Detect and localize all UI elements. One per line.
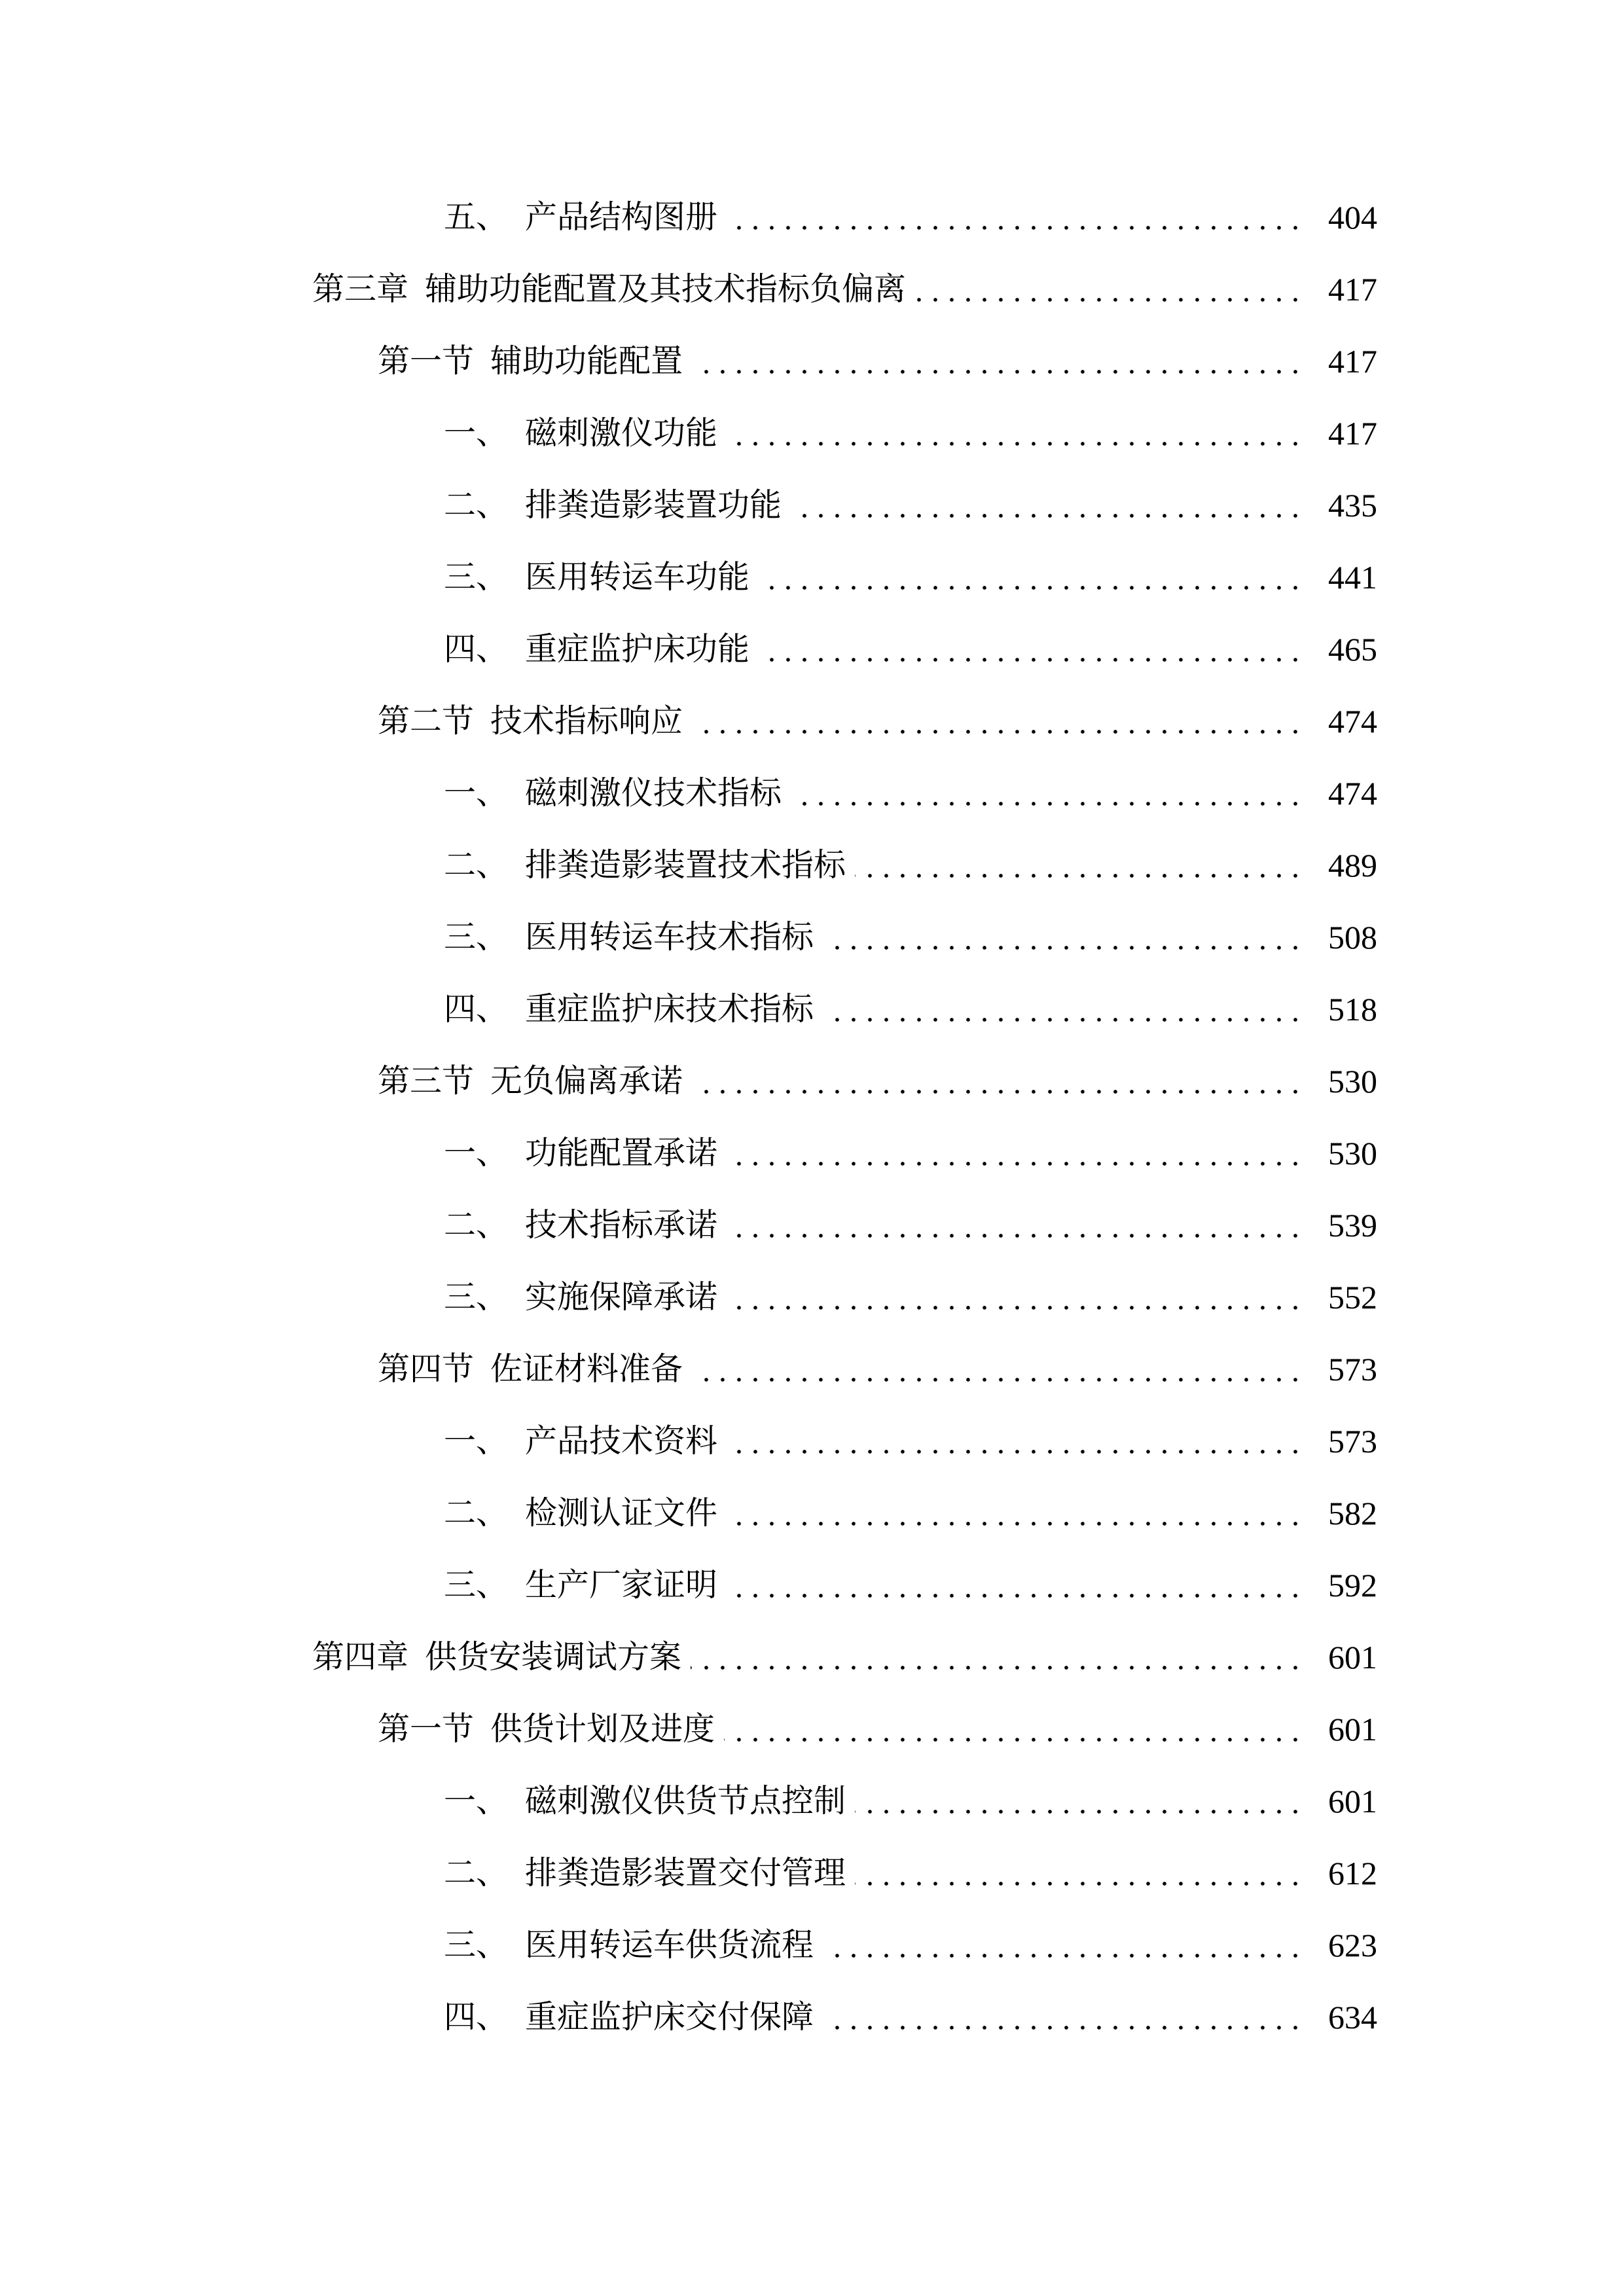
toc-entry-number: 三、	[444, 558, 509, 596]
toc-entry-title: 供货计划及进度	[490, 1710, 715, 1748]
toc-entry[interactable]	[0, 1134, 1624, 1206]
toc-entry[interactable]	[0, 414, 1624, 486]
toc-entry-page: 489	[1328, 847, 1377, 884]
toc-entry-title: 重症监护床交付保障	[525, 1998, 814, 2036]
toc-entry-title: 无负偏离承诺	[490, 1062, 683, 1100]
toc-entry-page: 601	[1328, 1711, 1377, 1748]
dot-leader	[727, 198, 1310, 237]
toc-entry-page: 441	[1328, 559, 1377, 596]
toc-entry-page: 582	[1328, 1495, 1377, 1532]
toc-entry-number: 一、	[444, 774, 509, 812]
toc-entry-number: 五、	[444, 198, 509, 236]
table-of-contents	[0, 198, 1624, 2070]
toc-entry-title: 重症监护床技术指标	[525, 990, 814, 1028]
toc-entry[interactable]	[0, 1710, 1624, 1782]
toc-entry-page: 417	[1328, 415, 1377, 452]
dot-leader	[915, 270, 1310, 309]
dot-leader	[823, 918, 1310, 957]
toc-entry-page: 552	[1328, 1279, 1377, 1316]
toc-entry-number: 一、	[444, 1134, 509, 1172]
toc-entry-title: 医用转运车功能	[525, 558, 750, 596]
toc-entry[interactable]	[0, 990, 1624, 1062]
toc-entry[interactable]	[0, 342, 1624, 414]
toc-entry[interactable]	[0, 558, 1624, 630]
toc-entry-number: 四、	[444, 990, 509, 1028]
toc-entry-title: 技术指标响应	[490, 702, 683, 740]
toc-entry-title: 排粪造影装置功能	[525, 486, 782, 524]
toc-entry-title: 功能配置承诺	[525, 1134, 718, 1172]
toc-entry-number: 三、	[444, 918, 509, 956]
dot-leader	[727, 1206, 1310, 1245]
toc-entry[interactable]	[0, 774, 1624, 846]
toc-entry-number: 二、	[444, 1206, 509, 1244]
toc-entry[interactable]	[0, 1206, 1624, 1278]
dot-leader	[691, 1638, 1310, 1677]
toc-entry-number: 第一节	[378, 1710, 475, 1748]
toc-entry-page: 435	[1328, 487, 1377, 524]
toc-entry[interactable]	[0, 1926, 1624, 1998]
dot-leader	[759, 630, 1310, 669]
toc-entry-title: 医用转运车供货流程	[525, 1926, 814, 1964]
dot-leader	[727, 414, 1310, 453]
toc-entry-page: 474	[1328, 703, 1377, 740]
toc-entry-number: 一、	[444, 1422, 509, 1460]
toc-entry[interactable]	[0, 198, 1624, 270]
dot-leader	[855, 1782, 1310, 1821]
toc-entry-title: 辅助功能配置及其技术指标负偏离	[425, 270, 907, 308]
toc-entry-title: 磁刺激仪功能	[525, 414, 718, 452]
toc-entry[interactable]	[0, 486, 1624, 558]
toc-entry[interactable]	[0, 1782, 1624, 1854]
toc-entry-title: 产品技术资料	[525, 1422, 718, 1460]
dot-leader	[727, 1422, 1310, 1461]
toc-entry-number: 第二节	[378, 702, 475, 740]
toc-entry[interactable]	[0, 1566, 1624, 1638]
toc-entry-page: 573	[1328, 1423, 1377, 1460]
toc-entry-number: 三、	[444, 1566, 509, 1604]
toc-entry-number: 二、	[444, 486, 509, 524]
toc-entry[interactable]	[0, 1062, 1624, 1134]
dot-leader	[692, 1350, 1310, 1389]
toc-entry[interactable]	[0, 846, 1624, 918]
toc-entry-title: 生产厂家证明	[525, 1566, 718, 1604]
toc-entry-page: 592	[1328, 1567, 1377, 1604]
dot-leader	[791, 486, 1310, 525]
dot-leader	[727, 1134, 1310, 1173]
toc-entry-number: 一、	[444, 414, 509, 452]
toc-entry[interactable]	[0, 1854, 1624, 1926]
dot-leader	[692, 342, 1310, 381]
toc-entry[interactable]	[0, 1638, 1624, 1710]
toc-entry-title: 排粪造影装置技术指标	[525, 846, 846, 884]
toc-entry-title: 辅助功能配置	[490, 342, 683, 380]
toc-entry-page: 417	[1328, 343, 1377, 380]
toc-entry-title: 检测认证文件	[525, 1494, 718, 1532]
toc-entry-page: 601	[1328, 1783, 1377, 1820]
dot-leader	[791, 774, 1310, 813]
dot-leader	[724, 1710, 1310, 1749]
toc-entry-number: 第四节	[378, 1350, 475, 1388]
toc-entry-title: 实施保障承诺	[525, 1278, 718, 1316]
toc-entry-page: 474	[1328, 775, 1377, 812]
toc-entry[interactable]	[0, 1278, 1624, 1350]
toc-entry-number: 二、	[444, 1854, 509, 1892]
toc-entry-title: 产品结构图册	[525, 198, 718, 236]
toc-entry-number: 三、	[444, 1926, 509, 1964]
toc-entry-number: 第三章	[312, 270, 409, 308]
toc-entry-number: 四、	[444, 630, 509, 668]
toc-entry-page: 573	[1328, 1351, 1377, 1388]
toc-entry-number: 第四章	[312, 1638, 409, 1676]
toc-entry-number: 三、	[444, 1278, 509, 1316]
toc-entry[interactable]	[0, 1350, 1624, 1422]
dot-leader	[759, 558, 1310, 597]
toc-entry-page: 623	[1328, 1927, 1377, 1964]
toc-entry[interactable]	[0, 1422, 1624, 1494]
toc-entry-title: 佐证材料准备	[490, 1350, 683, 1388]
toc-entry-number: 第三节	[378, 1062, 475, 1100]
dot-leader	[727, 1494, 1310, 1533]
toc-entry[interactable]	[0, 1998, 1624, 2070]
toc-entry[interactable]	[0, 270, 1624, 342]
toc-entry-page: 612	[1328, 1855, 1377, 1892]
toc-entry-title: 供货安装调试方案	[425, 1638, 682, 1676]
toc-entry-title: 医用转运车技术指标	[525, 918, 814, 956]
toc-entry-page: 539	[1328, 1207, 1377, 1244]
dot-leader	[727, 1278, 1310, 1317]
toc-entry-page: 530	[1328, 1135, 1377, 1172]
toc-entry-page: 404	[1328, 199, 1377, 236]
dot-leader	[823, 1998, 1310, 2037]
toc-entry-title: 磁刺激仪技术指标	[525, 774, 782, 812]
dot-leader	[692, 1062, 1310, 1101]
toc-entry-page: 601	[1328, 1639, 1377, 1676]
toc-entry-page: 530	[1328, 1063, 1377, 1100]
toc-entry-number: 二、	[444, 846, 509, 884]
toc-entry-number: 一、	[444, 1782, 509, 1820]
toc-entry-number: 第一节	[378, 342, 475, 380]
dot-leader	[823, 990, 1310, 1029]
toc-entry-page: 465	[1328, 631, 1377, 668]
toc-entry[interactable]	[0, 1494, 1624, 1566]
toc-entry-page: 508	[1328, 919, 1377, 956]
dot-leader	[855, 1854, 1310, 1893]
toc-entry[interactable]	[0, 918, 1624, 990]
toc-entry-page: 634	[1328, 1999, 1377, 2036]
toc-entry[interactable]	[0, 630, 1624, 702]
toc-entry-page: 417	[1328, 271, 1377, 308]
toc-entry-title: 排粪造影装置交付管理	[525, 1854, 846, 1892]
toc-entry-title: 技术指标承诺	[525, 1206, 718, 1244]
toc-entry-title: 重症监护床功能	[525, 630, 750, 668]
toc-entry-title: 磁刺激仪供货节点控制	[525, 1782, 846, 1820]
toc-entry-number: 二、	[444, 1494, 509, 1532]
dot-leader	[727, 1566, 1310, 1605]
toc-entry[interactable]	[0, 702, 1624, 774]
toc-entry-number: 四、	[444, 1998, 509, 2036]
dot-leader	[855, 846, 1310, 885]
dot-leader	[692, 702, 1310, 741]
dot-leader	[823, 1926, 1310, 1965]
toc-entry-page: 518	[1328, 991, 1377, 1028]
